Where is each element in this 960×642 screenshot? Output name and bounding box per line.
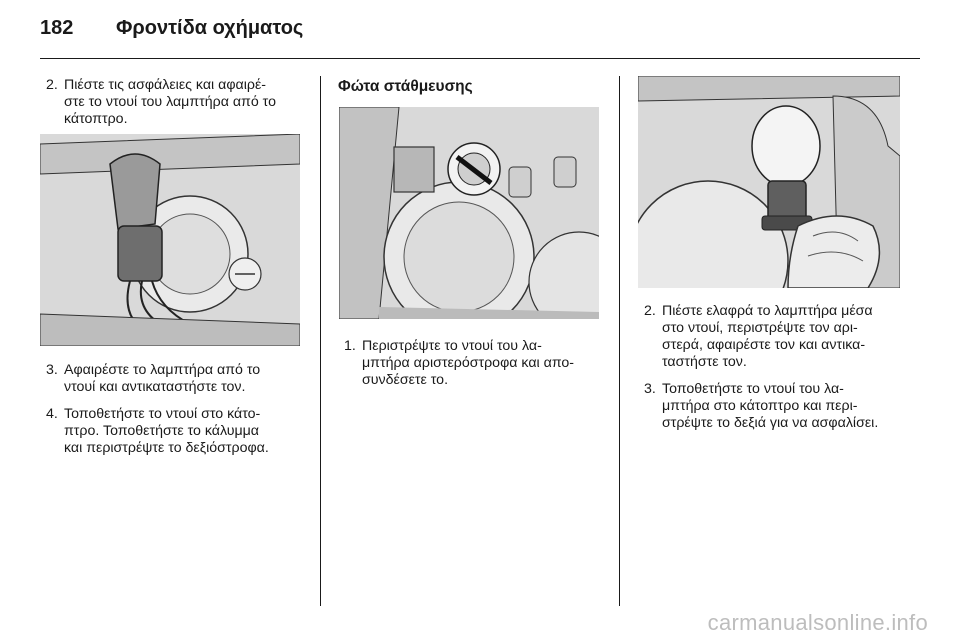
column-left-bottom: [40, 362, 310, 467]
page-title: Φροντίδα οχήματος: [116, 17, 304, 39]
illustration-bulb-replacement: [638, 76, 900, 288]
illustration-bulb-holder-removal: [40, 134, 300, 346]
column-divider-left: [320, 76, 321, 606]
column-middle-body: [338, 338, 610, 399]
step-number: 4.: [46, 406, 58, 422]
step-text: Αφαιρέστε το λαμπτήρα από το ντουί και αντικαταστήστε τον.: [64, 362, 261, 395]
step-number: 1.: [344, 338, 356, 354]
column-divider-right: [619, 76, 620, 606]
step-item: [638, 381, 908, 432]
step-text: Πιέστε τις ασφάλειες και αφαιρέ- στε το ντουί του λαμπτήρα από το κάτοπτρο.: [64, 77, 276, 127]
step-number: 2.: [644, 303, 656, 319]
step-item: [40, 406, 310, 457]
header-rule: [40, 58, 920, 59]
step-item: [40, 362, 310, 396]
column-left-top: [40, 77, 310, 138]
column-middle-heading: [338, 78, 608, 95]
step-item: [638, 303, 908, 371]
step-text: Τοποθετήστε το ντουί στο κάτο- πτρο. Τοποθετήστε το κάλυμμα και περιστρέψτε το δεξιόστροφα.: [64, 406, 269, 456]
step-number: 2.: [46, 77, 58, 93]
column-right-body: [638, 303, 908, 442]
step-text: Πιέστε ελαφρά το λαμπτήρα μέσα στο ντουί, περιστρέψτε τον αρι- στερά, αφαιρέστε τον και αντικα- ταστήστε τον.: [662, 303, 873, 370]
step-number: 3.: [46, 362, 58, 378]
watermark: carmanualsonline.info: [707, 610, 928, 635]
section-heading: Φώτα στάθμευσης: [338, 78, 473, 95]
step-number: 3.: [644, 381, 656, 397]
step-item: [338, 338, 610, 389]
step-text: Τοποθετήστε το ντουί του λα- μπτήρα στο κάτοπτρο και περι- στρέψτε το δεξιά για να ασφαλίσει.: [662, 381, 879, 431]
step-item: [40, 77, 310, 128]
page-number: 182: [40, 17, 74, 39]
step-text: Περιστρέψτε το ντουί του λα- μπτήρα αριστερόστροφα και απο- συνδέσετε το.: [362, 338, 575, 388]
illustration-parking-light-holder: [339, 107, 599, 319]
